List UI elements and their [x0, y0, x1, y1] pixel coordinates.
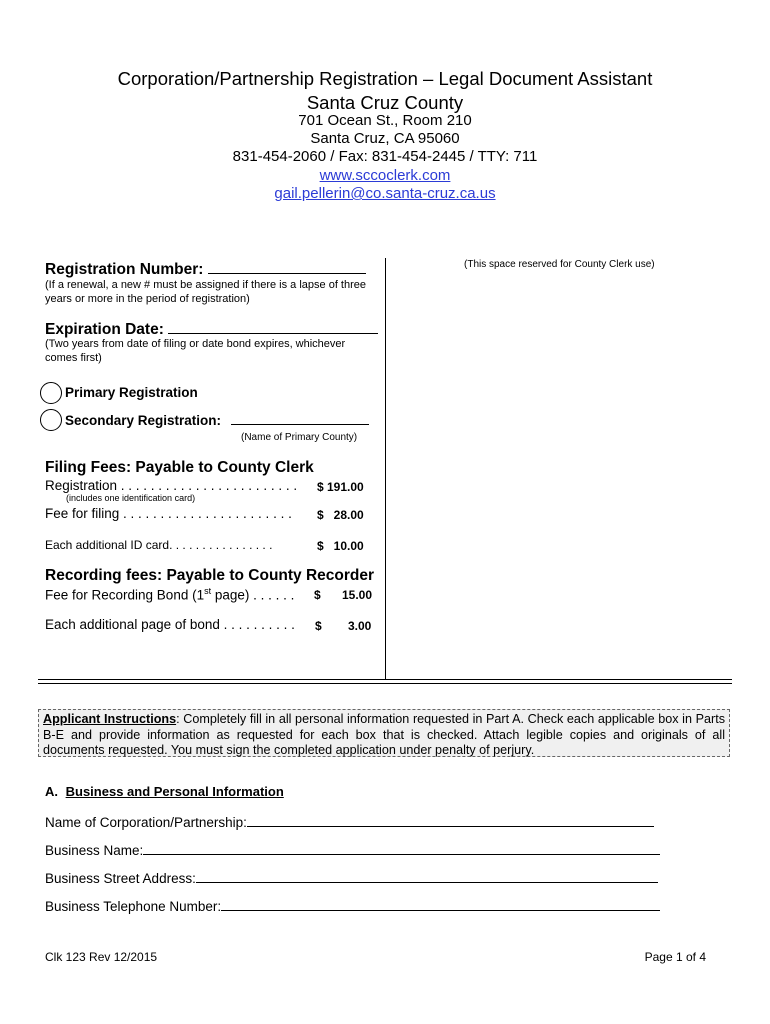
registration-number-row [45, 259, 366, 279]
reserved-note: (This space reserved for County Clerk use) [464, 259, 655, 270]
fee-label: Fee for Recording Bond (1 [45, 587, 205, 603]
fee-row-additional-page [45, 617, 375, 632]
secondary-registration-radio[interactable] [40, 409, 62, 431]
secondary-registration-row [65, 412, 369, 428]
fee-label: Fee for filing . . . . . . . . . . . . . . . . . . . . . . . [45, 506, 292, 521]
business-address-field[interactable] [196, 868, 658, 883]
section-a-letter: A. [45, 784, 58, 799]
phone-line: 831-454-2060 / Fax: 831-454-2445 / TTY: 711 [232, 148, 538, 165]
business-name-row [45, 840, 660, 858]
address-line-2: Santa Cruz, CA 95060 [310, 130, 460, 147]
fee-dollar-sign: $ [314, 588, 321, 602]
website-row [0, 167, 770, 185]
secondary-registration-label: Secondary Registration: [65, 413, 222, 428]
address-line-1: 701 Ocean St., Room 210 [298, 112, 472, 129]
business-name-field[interactable] [143, 840, 660, 855]
fee-dollar-sign: $ [315, 619, 322, 633]
business-address-row [45, 868, 658, 886]
business-name-label: Business Name: [45, 843, 144, 858]
page-number: Page 1 of 4 [644, 950, 706, 964]
primary-registration-radio[interactable] [40, 382, 62, 404]
website-link[interactable]: www.sccoclerk.com [319, 167, 451, 184]
column-divider [385, 258, 386, 680]
registration-number-label: Registration Number: [45, 261, 204, 278]
registration-note: (If a renewal, a new # must be assigned if there is a lapse of three years or more in the period of registration) [45, 279, 367, 305]
fee-label: Each additional ID card. . . . . . . . . . . . . . . . [45, 538, 273, 552]
expiration-date-field[interactable] [168, 319, 378, 334]
fee-amount: 3.00 [348, 619, 372, 633]
email-link[interactable]: gail.pellerin@co.santa-cruz.ca.us [274, 185, 496, 202]
document-title: Corporation/Partnership Registration – Legal Document Assistant [117, 68, 653, 89]
ordinal-suffix: st [204, 586, 212, 596]
expiration-date-label: Expiration Date: [45, 321, 164, 338]
registration-number-field[interactable] [208, 259, 366, 274]
section-a-title: Business and Personal Information [65, 784, 284, 799]
business-phone-label: Business Telephone Number: [45, 899, 222, 914]
fee-label: Registration . . . . . . . . . . . . . . . . . . . . . . . . [45, 478, 298, 493]
fee-amount: $ 191.00 [317, 480, 364, 494]
instructions-title: Applicant Instructions [43, 712, 177, 726]
fee-amount: $ 10.00 [317, 539, 364, 553]
business-phone-field[interactable] [221, 896, 660, 911]
business-address-label: Business Street Address: [45, 871, 196, 886]
registration-fee-subnote: (includes one identification card) [66, 493, 196, 503]
section-divider [38, 679, 732, 684]
corporation-name-row [45, 812, 654, 830]
recording-fees-heading: Recording fees: Payable to County Recorder [45, 567, 375, 584]
fee-row-recording-bond [45, 586, 375, 603]
fee-label-end: page) . . . . . . [211, 587, 295, 603]
email-row [0, 185, 770, 203]
section-a-heading [45, 784, 284, 799]
fee-label: Each additional page of bond . . . . . . . . . . [45, 617, 295, 632]
county-name: Santa Cruz County [306, 92, 464, 113]
primary-registration-label: Primary Registration [65, 385, 198, 400]
instructions-text: : Completely fill in all personal information requested in Part A. Check each applicable box in Parts B-E and provide information as requested for each box that is checked. Attach legible copies and originals of all documents requested. You must sign the completed application under penalty of perjury. [43, 712, 725, 757]
expiration-note: (Two years from date of filing or date bond expires, whichever comes first) [45, 338, 346, 364]
primary-county-field[interactable] [231, 412, 369, 425]
fee-amount: $ 28.00 [317, 508, 364, 522]
primary-county-note: (Name of Primary County) [241, 432, 358, 443]
corporation-name-field[interactable] [247, 812, 654, 827]
fee-amount: 15.00 [342, 588, 373, 602]
expiration-date-row [45, 319, 378, 339]
applicant-instructions-box [38, 709, 730, 757]
business-phone-row [45, 896, 660, 914]
filing-fees-heading: Filing Fees: Payable to County Clerk [45, 459, 314, 476]
corporation-name-label: Name of Corporation/Partnership: [45, 815, 247, 830]
form-id: Clk 123 Rev 12/2015 [45, 950, 158, 964]
